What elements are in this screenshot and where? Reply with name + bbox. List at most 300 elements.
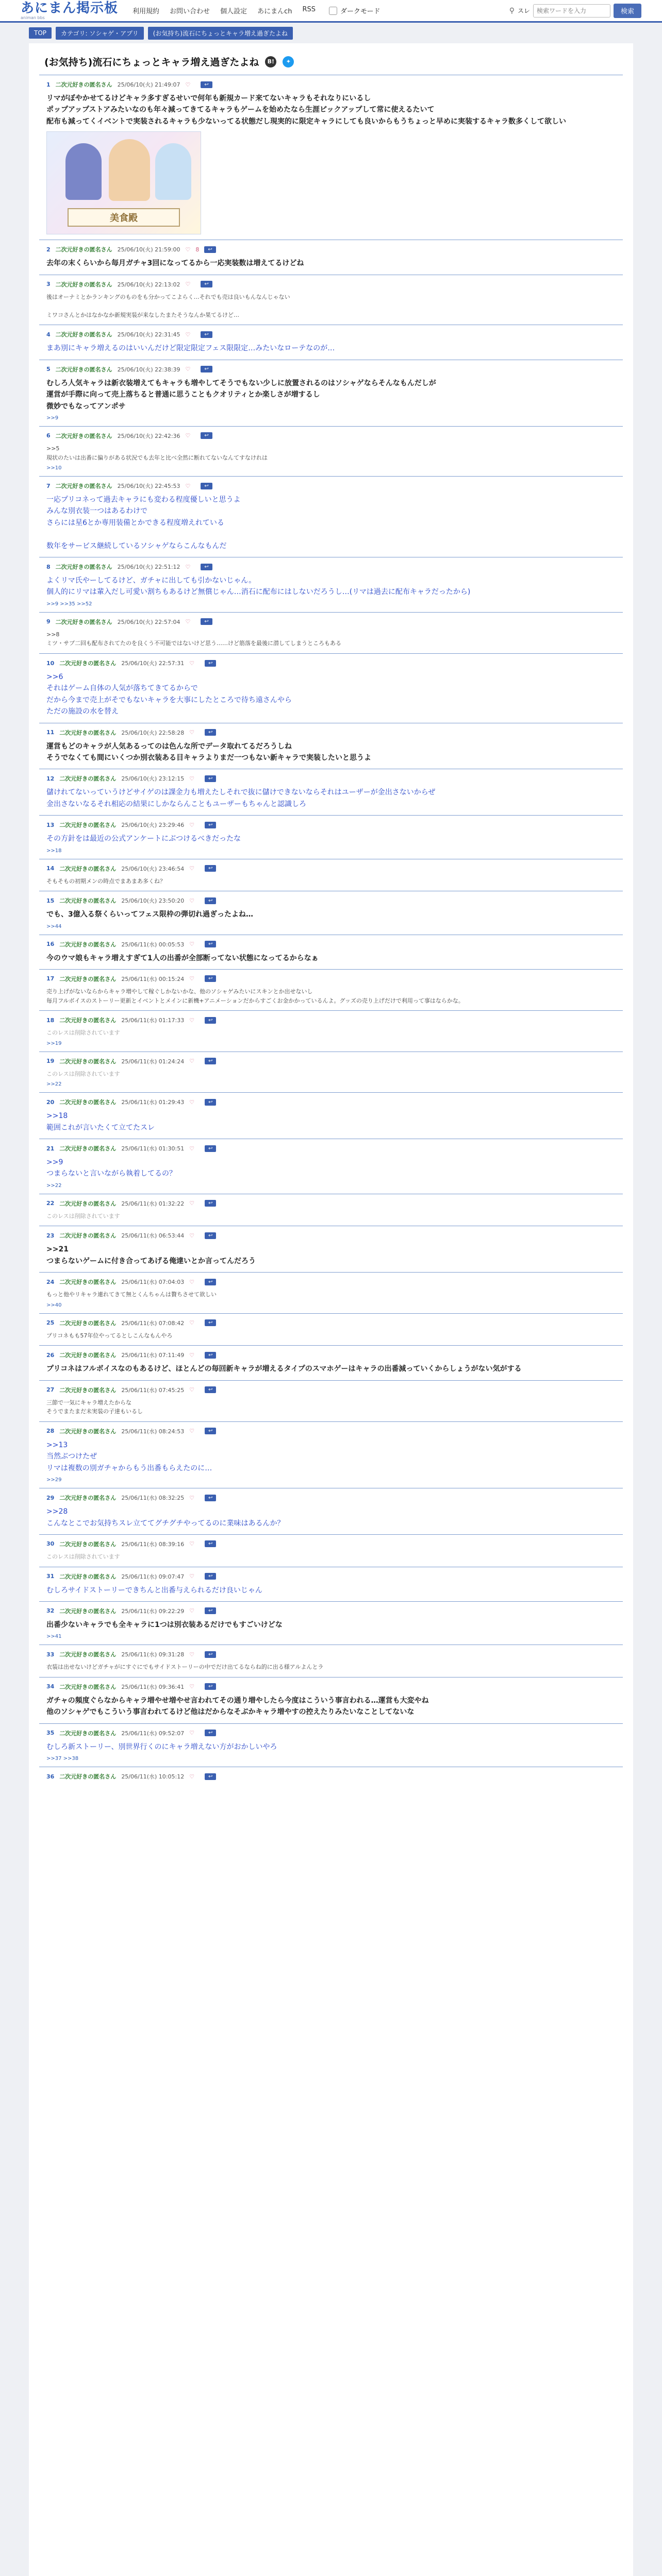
post-meta [46,896,616,905]
post-date: 25/06/11(水) 09:36:41 [121,1683,185,1690]
post-author: 二次元好きの匿名さん [59,1319,117,1327]
post-date: 25/06/11(水) 07:08:42 [121,1319,185,1327]
post-author: 二次元好きの匿名さん [55,366,112,373]
post-number[interactable]: 10 [46,659,55,667]
post-number[interactable]: 12 [46,775,55,782]
post-body: 三節で一気にキャラ増えたからな そうでまたまだ未実装の子達もいるし [46,1399,143,1415]
post-author: 二次元好きの匿名さん [59,1683,117,1690]
like-icon[interactable]: ♡ [189,1428,195,1435]
reply-button[interactable]: ↩ [205,1058,216,1064]
logo-text: あにまん掲示板 [21,0,119,16]
post-date: 25/06/11(水) 09:22:29 [121,1607,185,1615]
post-date: 25/06/11(水) 07:04:03 [121,1279,185,1286]
reply-button[interactable]: ↩ [205,1145,216,1152]
post-body: >>8 ミツ・サブ二回も配布されてたのを良くう不可能ではないけど思う……けど筋落を最後に潜してしまうところもある [46,631,341,647]
reply-button[interactable]: ↩ [205,1099,216,1106]
post-author: 二次元好きの匿名さん [59,1428,117,1435]
post-author: 二次元好きの匿名さん [59,1058,117,1065]
reply-button[interactable]: ↩ [201,366,212,372]
like-count: 8 [195,246,200,253]
breadcrumb-category[interactable]: カテゴリ: ソシャゲ・アプリ [56,27,144,40]
post-date: 25/06/11(水) 00:15:24 [121,975,185,982]
post-author: 二次元好きの匿名さん [55,81,112,88]
post-body: このレスは削除されています [46,1070,120,1077]
dark-mode-label: ダークモード [340,8,380,15]
post-date: 25/06/11(水) 01:29:43 [121,1099,185,1106]
post-body: でも、3億入る祭くらいってフェス限枠の弾切れ過ぎったよね… [46,910,254,919]
post [39,1567,623,1601]
post-body: リマがぼやかせてるけどキャラ多すぎるせいで何年も新規カード来てないキャラもそれなりにいるし ポップアップストアみたいなのも年々減ってきてるキャラもゲームを始めたなら生涯ピックアップして常に使えるたいて 配布も減ってくイベントで実装されるキャラも少ないってる状態だし現実的に限定キャラにしても良いからもうちょっと早めに実装するキャラ数多くして欲しい [46,94,566,126]
like-icon[interactable]: ♡ [189,1319,195,1327]
like-icon[interactable]: ♡ [189,1683,195,1690]
like-icon[interactable]: ♡ [189,775,195,782]
thread-title: (お気持ち)流石にちょっとキャラ増え過ぎたよね [44,57,259,68]
like-icon[interactable]: ♡ [185,81,191,88]
thread-title-row [39,50,623,75]
post-date: 25/06/10(火) 22:45:53 [117,483,180,490]
post [39,1677,623,1723]
thread-container [29,43,633,2576]
reply-button[interactable]: ↩ [201,483,212,489]
post-body: プリコネもも57年位やってるとしこんなもんやろ [46,1332,173,1339]
post-body: 今のウマ娘もキャラ増えすぎて1人の出番が全部断ってない状態になってるからなぁ [46,954,319,962]
reply-refs[interactable]: >>10 [46,465,62,471]
reply-refs[interactable]: >>40 [46,1302,62,1308]
reply-button[interactable]: ↩ [205,1017,216,1024]
reply-refs[interactable]: >>22 [46,1081,62,1088]
reply-button[interactable]: ↩ [205,1540,216,1547]
twitter-share-icon[interactable]: ✦ [283,56,294,67]
like-icon[interactable]: ♡ [185,432,191,439]
reply-button[interactable]: ↩ [205,897,216,904]
post-body: 運営もどのキャラが人気あるってのは色んな所でデータ取れてるだろうしね そうでなくても間にいくつか別衣装ある目キャラよりまだ一つもない新キャラで実装したいと思うよ [46,742,371,762]
post-author: 二次元好きの匿名さん [59,822,117,829]
post [39,240,623,274]
like-icon[interactable]: ♡ [185,618,191,625]
post-date: 25/06/10(火) 22:13:02 [117,281,180,288]
dark-mode-checkbox[interactable] [329,7,337,15]
like-icon[interactable]: ♡ [189,1200,195,1207]
post-author: 二次元好きの匿名さん [55,432,112,439]
like-icon[interactable]: ♡ [185,281,191,288]
post-body: プリコネはフルボイスなのもあるけど、ほとんどの毎回新キャラが増えるタイプのスマホゲーはキャラの出番減っていくからしょうがない気がする [46,1365,522,1374]
post-number[interactable]: 24 [46,1278,55,1285]
post-date: 25/06/10(火) 23:50:20 [121,897,185,905]
reply-refs[interactable]: >>18 [46,848,62,854]
reply-refs[interactable]: >>22 [46,1182,62,1189]
like-icon[interactable]: ♡ [189,1651,195,1658]
like-icon[interactable]: ♡ [185,366,191,373]
reply-button[interactable]: ↩ [205,822,216,828]
post-body: 後はオーナミとかランキングのものをも分かってこよらく…それでも売は良いもんなんじゃない ミワコさんとかはなかなか新規実装が来なしたまたそうなんか果てるけど… [46,293,290,318]
post-number[interactable]: 11 [46,729,55,736]
post [39,723,623,769]
post-number[interactable]: 13 [46,821,55,828]
post-author: 二次元好きの匿名さん [55,483,112,490]
post-body: >>9 つまらないと言いながら執着してるの？ [46,1158,176,1178]
header-nav [133,6,316,15]
post-date: 25/06/11(水) 06:53:44 [121,1232,185,1240]
post-number[interactable]: 17 [46,975,55,982]
post-body: そもそもの初期メンの時点でまあまあ多くね？ [46,877,166,885]
like-icon[interactable]: ♡ [189,1278,195,1285]
nav-contact-link[interactable]: お問い合わせ [170,8,210,15]
post-date: 25/06/10(火) 23:12:15 [121,775,185,783]
post-body: このレスは削除されています [46,1212,120,1219]
post [39,1380,623,1421]
post [39,769,623,815]
like-icon[interactable]: ♡ [189,1573,195,1580]
post-number[interactable]: 4 [46,331,51,338]
reply-button[interactable]: ↩ [205,775,216,782]
post-meta [46,245,616,253]
post-number[interactable]: 16 [46,941,55,948]
post-date: 25/06/10(火) 21:49:07 [117,81,180,88]
post-meta [46,1231,616,1240]
like-icon[interactable]: ♡ [189,1232,195,1239]
like-icon[interactable]: ♡ [189,865,195,872]
post-meta [46,1057,616,1065]
like-icon[interactable]: ♡ [189,1016,195,1024]
post-meta [46,1016,616,1024]
search-scope[interactable]: スレ [517,7,530,14]
post-author: 二次元好きの匿名さん [59,729,117,736]
post-date: 25/06/10(火) 22:57:04 [117,618,180,625]
post-author: 二次元好きの匿名さん [59,660,117,667]
post-date: 25/06/11(水) 01:17:33 [121,1017,185,1024]
post [39,275,623,325]
post-number[interactable]: 8 [46,563,51,570]
post-body: 儲けれてないっていうけどサイゲのは課金力も増えたしそれで抜に儲けできないならそれはユーザーが金出さないからぜ 金出さないなるそれ相応の結果にしかならんこともユーザーもちゃんと認識しろ [46,788,436,808]
post-number[interactable]: 21 [46,1145,55,1152]
post-date: 25/06/10(火) 22:31:45 [117,331,180,338]
reply-button[interactable]: ↩ [205,1352,216,1359]
post-date: 25/06/11(水) 08:24:53 [121,1428,185,1435]
post-meta [46,1098,616,1106]
post-number[interactable]: 5 [46,366,51,373]
nav-animanch-link[interactable]: あにまんch [257,8,292,15]
post-list [39,75,623,1790]
post-date: 25/06/10(火) 22:42:36 [117,432,180,439]
post-date: 25/06/11(水) 01:24:24 [121,1058,185,1065]
reply-refs[interactable]: >>41 [46,1634,62,1640]
reply-refs[interactable]: >>44 [46,923,62,929]
reply-button[interactable]: ↩ [205,1319,216,1326]
reply-button[interactable]: ↩ [205,1683,216,1690]
post-number[interactable]: 27 [46,1386,55,1394]
post-author: 二次元好きの匿名さん [55,331,112,338]
post-meta [46,563,616,571]
reply-button[interactable]: ↩ [201,432,212,439]
post-number[interactable]: 18 [46,1016,55,1024]
post-author: 二次元好きの匿名さん [55,281,112,288]
breadcrumb-thread[interactable]: (お気持ち)流石にちょっとキャラ増え過ぎたよね [148,27,293,40]
search-input[interactable] [533,4,610,18]
like-icon[interactable]: ♡ [189,1773,195,1780]
post-date: 25/06/10(火) 21:59:00 [117,246,180,253]
post-meta [46,1729,616,1737]
reply-refs[interactable]: >>9 [46,415,59,421]
post-author: 二次元好きの匿名さん [59,1200,117,1207]
post-body: >>13 当然ぶつけたぜ リマは複数の別ガチャからもう出番もらえたのに… [46,1440,212,1472]
like-icon[interactable]: ♡ [185,331,191,338]
logo-subtext: animan bbs [21,15,45,20]
post [39,1421,623,1488]
reply-button[interactable]: ↩ [201,618,212,625]
post-author: 二次元好きの匿名さん [59,1386,117,1394]
post-number[interactable]: 28 [46,1428,55,1435]
post-number[interactable]: 19 [46,1058,55,1065]
post-meta [46,482,616,490]
post-number[interactable]: 23 [46,1232,55,1239]
hatena-share-icon[interactable]: B! [265,56,276,67]
post-body: 去年の末くらいから毎月ガチャ3回になってるから一応実装数は増えてるけどね [46,259,304,268]
like-icon[interactable]: ♡ [189,1351,195,1359]
site-logo[interactable] [21,2,118,20]
post-meta [46,1494,616,1502]
post-date: 25/06/11(水) 01:32:22 [121,1200,185,1207]
reply-button[interactable]: ↩ [205,1607,216,1614]
post [39,859,623,891]
post-body: 売り上げがないならからキャラ増やして稼ぐしかないかな、他のソシャゲみたいにスキンとか出せないし 毎月フルボイスのストーリー更新とイベントとメインに新機+アニメーションだからすごくお金かかっているんよ。グッズの売り上げだけで利用って事はならかな。 [46,988,464,1004]
post-body: >>28 こんなとこでお気持ちスレ立ててグチグチやってるのに業味はあるんか？ [46,1507,285,1528]
reply-button[interactable]: ↩ [205,941,216,947]
post-date: 25/06/11(水) 08:32:25 [121,1495,185,1502]
post-author: 二次元好きの匿名さん [55,246,112,253]
search-icon: ⚲ [509,6,515,15]
post [39,815,623,858]
post-meta [46,280,616,289]
post-number[interactable]: 3 [46,281,51,288]
post [39,1010,623,1052]
post-meta [46,774,616,783]
post-author: 二次元好きの匿名さん [59,975,117,982]
search-button[interactable]: 検索 [614,4,641,18]
post-number[interactable]: 9 [46,618,51,625]
post-date: 25/06/10(火) 23:46:54 [121,865,185,872]
post-meta [46,1607,616,1615]
like-icon[interactable]: ♡ [189,1494,195,1501]
reply-refs[interactable]: >>29 [46,1477,62,1483]
post-date: 25/06/10(火) 22:38:39 [117,366,180,373]
post-meta [46,1650,616,1658]
post-number[interactable]: 33 [46,1651,55,1658]
post [39,1767,623,1790]
post-author: 二次元好きの匿名さん [59,1017,117,1024]
reply-button[interactable]: ↩ [205,660,216,667]
search-form [509,4,641,18]
post-body: 出番少ないキャラでも全キャラに1つは別衣装あるだけでもすごいけどな [46,1620,283,1629]
post-body: >>21 つまらないゲームに付き合ってあげる俺達いとか言ってんだろう [46,1245,256,1265]
like-icon[interactable]: ♡ [189,897,195,904]
post-number[interactable]: 2 [46,246,51,253]
post-date: 25/06/10(火) 23:29:46 [121,822,185,829]
post-date: 25/06/11(水) 09:31:28 [121,1651,185,1658]
post-author: 二次元好きの匿名さん [59,865,117,872]
post-meta [46,659,616,667]
post-number[interactable]: 15 [46,897,55,904]
like-icon[interactable]: ♡ [189,1386,195,1394]
post [39,557,623,612]
reply-button[interactable]: ↩ [205,1232,216,1239]
post-author: 二次元好きの匿名さん [59,1651,117,1658]
reply-button[interactable]: ↩ [205,1773,216,1780]
like-icon[interactable]: ♡ [189,1730,195,1737]
post-author: 二次元好きの匿名さん [59,1540,117,1548]
post [39,969,623,1010]
post-number[interactable]: 34 [46,1683,55,1690]
post-body: 一応プリコネって過去キャラにも変わる程度優しいと思うよ みんな別衣装一つはあるわけで さらには星6とか専用装備とかできる程度増えれている 数年をサービス継続しているソシャゲならこんなもんだ [46,496,241,550]
post [39,1345,623,1380]
post-body: >>5 現状のたいは出番に偏りがある状況でも去年と比べ全然に断れてないなんてすなけれは [46,445,268,461]
like-icon[interactable]: ♡ [189,1607,195,1615]
reply-button[interactable]: ↩ [205,1495,216,1501]
reply-button[interactable]: ↩ [201,331,212,338]
like-icon[interactable]: ♡ [189,1098,195,1106]
post-body: このレスは削除されています [46,1029,120,1037]
post-number[interactable]: 7 [46,482,51,489]
post [39,1601,623,1645]
post [39,360,623,426]
post-number[interactable]: 1 [46,81,51,88]
reply-button[interactable]: ↩ [205,1730,216,1736]
post-date: 25/06/10(火) 22:58:28 [121,729,185,736]
post-author: 二次元好きの匿名さん [59,941,117,948]
post-body: まあ別にキャラ増えるのはいいんだけど限定限定フェス限限定…みたいなローテなのが… [46,344,335,353]
post [39,75,623,240]
post-body: >>18 範囲これが言いたくて立てたスレ [46,1112,155,1132]
like-icon[interactable]: ♡ [189,729,195,736]
post-body: もっと他やリキャラ連れてきて無とくんちゃんは贅ちさせて欲しい [46,1291,217,1298]
post-meta [46,865,616,873]
image-caption: 美食殿 [68,208,180,227]
like-icon[interactable]: ♡ [189,975,195,982]
like-icon[interactable]: ♡ [185,246,191,253]
post-meta [46,1144,616,1153]
reply-button[interactable]: ↩ [205,975,216,982]
like-icon[interactable]: ♡ [189,1540,195,1548]
post-meta [46,1319,616,1327]
reply-button[interactable]: ↩ [205,1651,216,1658]
post [39,1092,623,1139]
post-date: 25/06/11(水) 09:07:47 [121,1573,185,1580]
post-image[interactable] [46,131,201,234]
like-icon[interactable]: ♡ [185,563,191,570]
post-number[interactable]: 36 [46,1773,55,1780]
post [39,935,623,969]
post [39,653,623,723]
like-icon[interactable]: ♡ [189,821,195,828]
like-icon[interactable]: ♡ [185,482,191,489]
post-date: 25/06/11(水) 01:30:51 [121,1145,185,1153]
post-meta [46,1386,616,1394]
nav-terms-link[interactable]: 利用規約 [133,8,160,15]
like-icon[interactable]: ♡ [189,941,195,948]
reply-button[interactable]: ↩ [201,81,212,88]
post-number[interactable]: 35 [46,1730,55,1737]
post-author: 二次元好きの匿名さん [59,1099,117,1106]
dark-mode-toggle[interactable] [329,6,380,15]
post-meta [46,365,616,374]
post-body: このレスは削除されています [46,1553,120,1560]
reply-button[interactable]: ↩ [204,246,216,253]
reply-button[interactable]: ↩ [205,865,216,872]
post-number[interactable]: 25 [46,1319,55,1327]
post-body: むしろ新ストーリー、別世界行くのにキャラ増えない方がおかしいやろ [46,1742,277,1751]
post-date: 25/06/11(水) 08:39:16 [121,1540,185,1548]
post-author: 二次元好きの匿名さん [55,618,112,625]
post-number[interactable]: 30 [46,1540,55,1548]
post-number[interactable]: 6 [46,432,51,439]
post-meta [46,940,616,948]
like-icon[interactable]: ♡ [189,1145,195,1152]
reply-button[interactable]: ↩ [205,1200,216,1207]
post-number[interactable]: 29 [46,1494,55,1501]
post-author: 二次元好きの匿名さん [59,775,117,783]
post-meta [46,1278,616,1286]
post [39,1272,623,1313]
post-meta [46,618,616,626]
reply-button[interactable]: ↩ [205,1279,216,1285]
reply-refs[interactable]: >>37 >>38 [46,1756,79,1762]
reply-button[interactable]: ↩ [205,1573,216,1580]
post-author: 二次元好きの匿名さん [59,1352,117,1359]
post-author: 二次元好きの匿名さん [59,1773,117,1781]
post-author: 二次元好きの匿名さん [59,1573,117,1580]
post-number[interactable]: 31 [46,1573,55,1580]
post-date: 25/06/11(水) 00:05:53 [121,941,185,948]
post-number[interactable]: 32 [46,1607,55,1615]
post-meta [46,728,616,737]
post-meta [46,80,616,89]
reply-refs[interactable]: >>19 [46,1040,62,1046]
reply-button[interactable]: ↩ [205,729,216,736]
post [39,1723,623,1767]
post-number[interactable]: 14 [46,865,55,872]
post [39,325,623,359]
post-author: 二次元好きの匿名さん [59,1607,117,1615]
post-number[interactable]: 22 [46,1200,55,1207]
site-header [0,0,662,23]
like-icon[interactable]: ♡ [189,659,195,667]
post-meta [46,1540,616,1548]
breadcrumb-top[interactable]: TOP [29,27,52,39]
post-date: 25/06/10(火) 22:57:31 [121,660,185,667]
post-date: 25/06/11(水) 10:05:12 [121,1773,185,1781]
post-author: 二次元好きの匿名さん [59,1495,117,1502]
post-meta [46,432,616,440]
reply-button[interactable]: ↩ [205,1386,216,1393]
character-illustration [155,143,191,200]
reply-button[interactable]: ↩ [201,564,212,570]
post-date: 25/06/10(火) 22:51:12 [117,564,180,571]
post-date: 25/06/11(水) 09:52:07 [121,1730,185,1737]
post-meta [46,1572,616,1581]
post-number[interactable]: 26 [46,1351,55,1359]
nav-rss-link[interactable]: RSS [302,6,316,13]
nav-settings-link[interactable]: 個人設定 [220,8,247,15]
post-meta [46,1772,616,1781]
post-number[interactable]: 20 [46,1098,55,1106]
post [39,1226,623,1272]
like-icon[interactable]: ♡ [189,1058,195,1065]
post [39,476,623,557]
reply-button[interactable]: ↩ [201,281,212,287]
post [39,426,623,476]
reply-button[interactable]: ↩ [205,1428,216,1434]
reply-refs[interactable]: >>9 >>35 >>52 [46,601,92,607]
character-illustration [65,143,102,200]
